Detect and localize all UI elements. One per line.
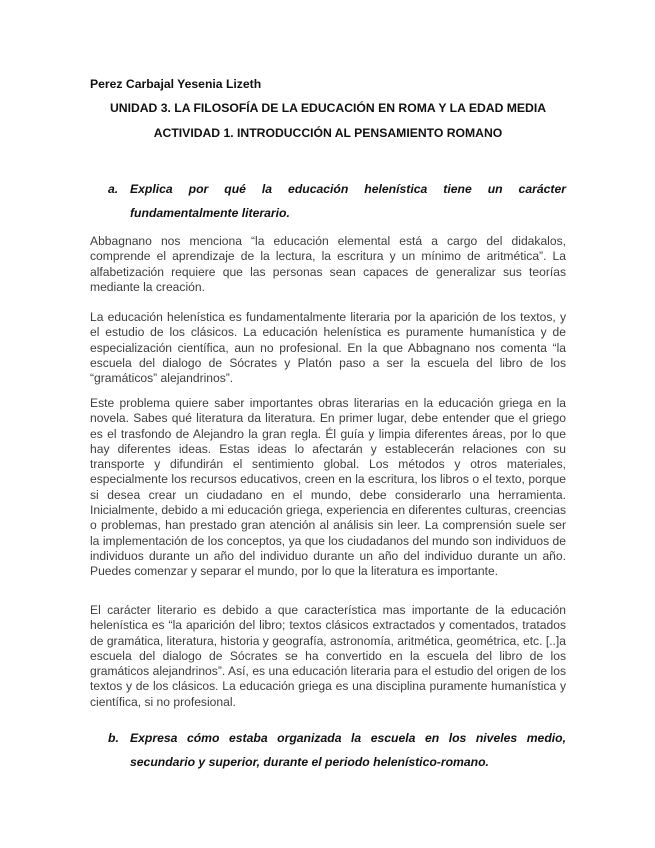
question-a-marker: a. <box>108 182 119 196</box>
question-a <box>108 178 566 225</box>
author-name: Perez Carbajal Yesenia Lizeth <box>90 77 262 91</box>
answer-paragraph-1: Abbagnano nos menciona “la educación elemental está a cargo del didakalos, comprende el aprendizaje de la lectura, la escritura y un mínimo de aritmética”. La alfabetización requiere que las personas sean capaces de generalizar sus teorías mediante la creación. <box>90 234 566 294</box>
question-a-text: Explica por qué la educación helenística tiene un carácter fundamentalmente literario. <box>130 182 566 220</box>
answer-paragraph-3: Este problema quiere saber importantes obras literarias en la educación griega en la novela. Sabes qué literatura da literatura. En primer lugar, debe entender que el griego es el trasfondo de Alejandro la gran regla. Él guía y limpia diferentes áreas, por lo que hay diferentes ideas. Estas ideas lo afectarán y establecerán relaciones con su transporte y difundirán el sentimiento global. Los métodos y otros materiales, especialmente los recursos educativos, creen en la escritura, los libros o el texto, porque si desea crear un ciudadano en el mundo, debe considerarlo una herramienta. Inicialmente, debido a mi educación griega, experiencia en diferentes culturas, creencias o problemas, han prestado gran atención al análisis sin leer. La comprensión suele ser la implementación de los conceptos, ya que los ciudadanos del mundo son individuos de individuos durante un año del individuo durante un año del individuo durante un año. Puedes comenzar y separar el mundo, por lo que la literatura es importante. <box>90 396 566 579</box>
answer-paragraph-2: La educación helenística es fundamentalmente literaria por la aparición de los textos, y el estudio de los clásicos. La educación helenística es puramente humanística y de especialización científica, aun no profesional. En la que Abbagnano nos comenta “la escuela del dialogo de Sócrates y Platón paso a ser la escuela del libro de los “gramáticos” alejandrinos”. <box>90 310 566 386</box>
answer-paragraph-4: El carácter literario es debido a que característica mas importante de la educación helenística es “la aparición del libro; textos clásicos extractados y comentados, tratados de gramática, literatura, historia y geografía, astronomía, aritmética, geométrica, etc. [..]a escuela del dialogo de Sócrates se ha convertido en la escuela del libro de los gramáticos alejandrinos”. Así, es una educación literaria para el estudio del origen de los textos y de los clásicos. La educación griega es una disciplina puramente humanística y científica, si no profesional. <box>90 603 566 709</box>
question-b-text: Expresa cómo estaba organizada la escuela en los niveles medio, secundario y superior, durante el periodo helenístico-romano. <box>130 731 566 769</box>
activity-title: ACTIVIDAD 1. INTRODUCCIÓN AL PENSAMIENTO ROMANO <box>153 126 503 140</box>
question-b <box>108 727 566 774</box>
question-b-marker: b. <box>108 731 119 745</box>
unit-title: UNIDAD 3. LA FILOSOFÍA DE LA EDUCACIÓN EN ROMA Y LA EDAD MEDIA <box>109 101 547 115</box>
